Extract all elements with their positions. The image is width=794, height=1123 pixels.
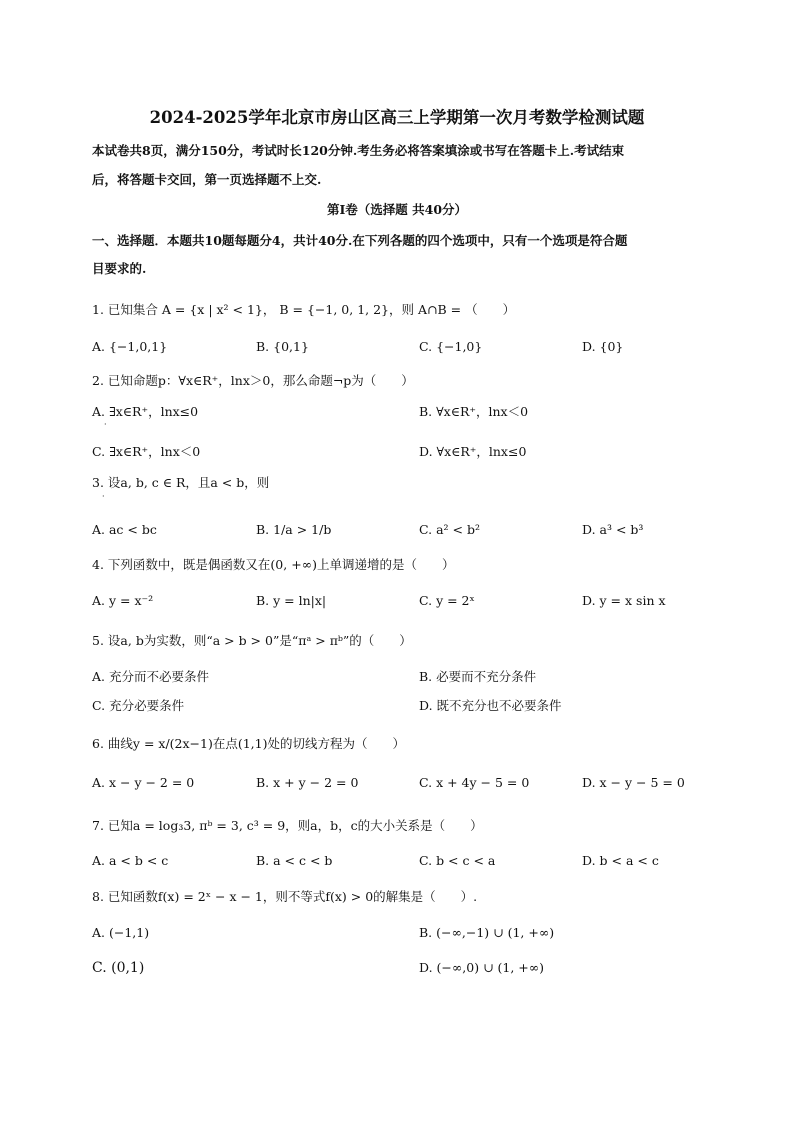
q4-option-a: A. y = x⁻² <box>92 593 154 608</box>
question-text: 已知a = log₃3, πᵇ = 3, c³ = 9，则a，b，c的大小关系是（ ） <box>107 818 483 833</box>
q5-option-b: B. 必要而不充分条件 <box>419 669 537 684</box>
q1-option-d: D. {0} <box>582 339 624 354</box>
question-6-stem <box>92 735 405 753</box>
q6-option-b: B. x + y − 2 = 0 <box>256 775 359 790</box>
question-text: 设a, b, c ∈ R，且a < b，则 <box>107 475 270 490</box>
question-5-stem <box>92 632 412 650</box>
q1-option-c: C. {−1,0} <box>419 339 483 354</box>
q7-option-c: C. b < c < a <box>419 853 496 868</box>
question-number: 3. <box>92 475 104 490</box>
question-number: 2. <box>92 373 104 388</box>
question-8-stem <box>92 888 477 906</box>
question-3-stem <box>92 474 269 492</box>
q6-option-d: D. x − y − 5 = 0 <box>582 775 685 790</box>
q3-option-d: D. a³ < b³ <box>582 522 644 537</box>
q4-option-c: C. y = 2ˣ <box>419 593 475 608</box>
question-text: 已知函数f(x) = 2ˣ − x − 1，则不等式f(x) > 0的解集是（ ）. <box>107 889 478 904</box>
section-heading: 第Ⅰ卷（选择题 共40分） <box>326 202 468 217</box>
instruction-line-1: 一、选择题．本题共10题每题分4，共计40分.在下列各题的四个选项中，只有一个选项是符合题 <box>92 233 628 248</box>
q5-option-d: D. 既不充分也不必要条件 <box>419 698 562 713</box>
q8-option-b: B. (−∞,−1) ∪ (1, +∞) <box>419 925 555 940</box>
q8-option-d: D. (−∞,0) ∪ (1, +∞) <box>419 960 545 975</box>
question-1-stem <box>92 301 515 319</box>
q8-option-c: C. (0,1) <box>92 960 145 976</box>
instruction-line-2: 目要求的. <box>92 261 147 276</box>
q7-option-b: B. a < c < b <box>256 853 333 868</box>
question-number: 8. <box>92 889 104 904</box>
q7-option-a: A. a < b < c <box>92 853 169 868</box>
q4-option-b: B. y = ln|x| <box>256 593 327 608</box>
question-7-stem <box>92 817 483 835</box>
q1-option-a: A. {−1,0,1} <box>92 339 168 354</box>
question-number: 5. <box>92 633 104 648</box>
stray-mark: · <box>102 492 105 501</box>
question-text: 已知命题p：∀x∈R⁺，lnx＞0，那么命题¬p为（ ） <box>107 373 414 388</box>
question-number: 7. <box>92 818 104 833</box>
q2-option-b: B. ∀x∈R⁺，lnx＜0 <box>419 404 529 419</box>
question-text: 曲线y = x/(2x−1)在点(1,1)处的切线方程为（ ） <box>107 736 405 751</box>
question-number: 1. <box>92 302 104 317</box>
question-number: 4. <box>92 557 104 572</box>
question-text: 已知集合 A = {x | x² < 1}， B = {−1, 0, 1, 2}，则 A∩B = （ ） <box>107 302 516 317</box>
stray-mark: · <box>104 420 107 429</box>
q6-option-c: C. x + 4y − 5 = 0 <box>419 775 530 790</box>
q3-option-b: B. 1/a > 1/b <box>256 522 332 537</box>
question-4-stem <box>92 556 454 574</box>
q7-option-d: D. b < a < c <box>582 853 659 868</box>
q2-option-c: C. ∃x∈R⁺，lnx＜0 <box>92 444 201 459</box>
question-text: 设a, b为实数，则“a > b > 0”是“πᵃ > πᵇ”的（ ） <box>107 633 412 648</box>
question-text: 下列函数中，既是偶函数又在(0, +∞)上单调递增的是（ ） <box>107 557 455 572</box>
q6-option-a: A. x − y − 2 = 0 <box>92 775 195 790</box>
q8-option-a: A. (−1,1) <box>92 925 150 940</box>
question-2-stem <box>92 372 414 390</box>
q2-option-d: D. ∀x∈R⁺，lnx≤0 <box>419 444 527 459</box>
q3-option-c: C. a² < b² <box>419 522 480 537</box>
q1-option-b: B. {0,1} <box>256 339 309 354</box>
q4-option-d: D. y = x sin x <box>582 593 666 608</box>
q3-option-a: A. ac < bc <box>92 522 157 537</box>
intro-line-2: 后，将答题卡交回，第一页选择题不上交. <box>92 172 322 187</box>
intro-line-1: 本试卷共8页，满分150分，考试时长120分钟.考生务必将答案填涂或书写在答题卡上.考试结束 <box>92 143 625 158</box>
q5-option-a: A. 充分而不必要条件 <box>92 669 209 684</box>
q5-option-c: C. 充分必要条件 <box>92 698 185 713</box>
exam-title: 2024-2025学年北京市房山区高三上学期第一次月考数学检测试题 <box>149 108 645 127</box>
question-number: 6. <box>92 736 104 751</box>
q2-option-a: A. ∃x∈R⁺，lnx≤0 <box>92 404 199 419</box>
